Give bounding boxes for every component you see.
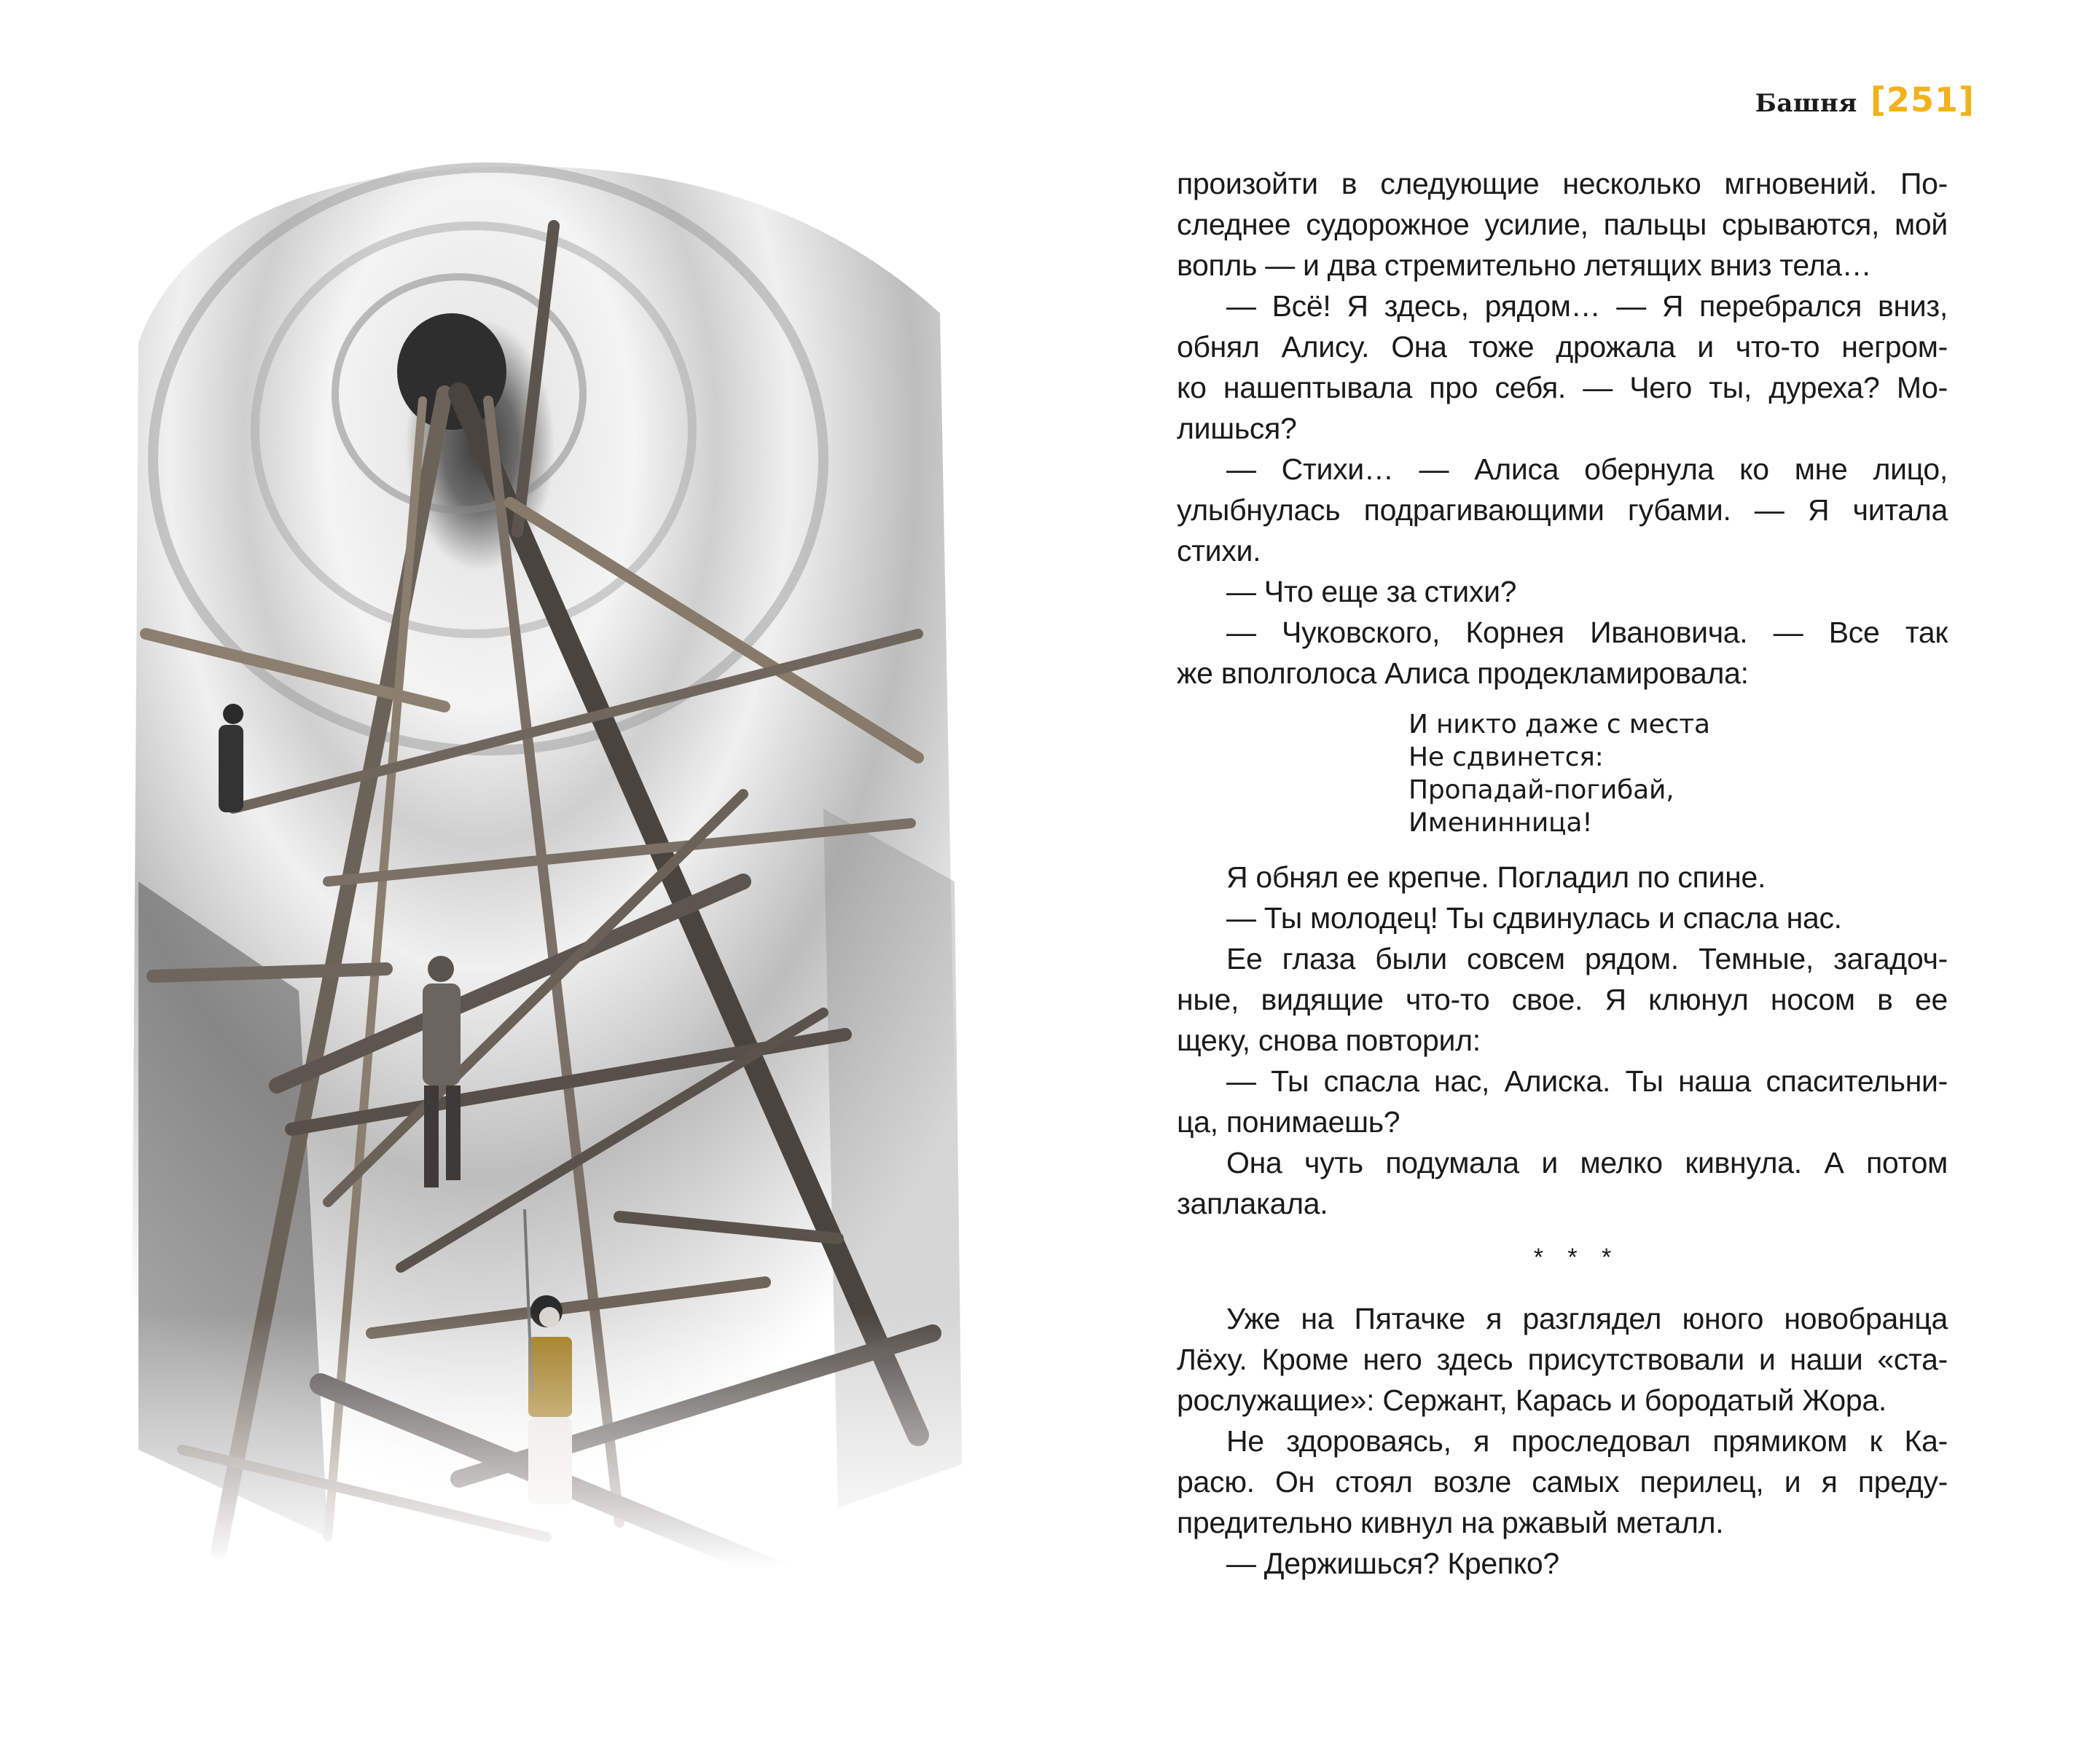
text-line: обнял Алису. Она тоже дрожала и что-то негром-	[1177, 330, 1948, 364]
text-line: ные, видящие что-то свое. Я клюнул носом в ее	[1177, 983, 1948, 1016]
text-line: — Ты спасла нас, Алиска. Ты наша спасительни-	[1226, 1064, 1948, 1098]
poem-line: И никто даже с места	[1409, 710, 1710, 739]
text-column	[1177, 163, 1948, 1584]
text-line: Не здороваясь, я проследовал прямиком к Ка-	[1226, 1424, 1948, 1458]
text-line: Лёху. Кроме него здесь присутствовали и наши «ста-	[1177, 1343, 1948, 1376]
text-line: расю. Он стоял возле самых перилец, и я преду-	[1177, 1465, 1948, 1499]
text-line: ко нашептывала про себя. — Чего ты, дуреха? Мо-	[1177, 371, 1948, 404]
poem-line: Не сдвинется:	[1409, 742, 1604, 772]
poem-line: Пропадай-погибай,	[1409, 775, 1674, 805]
text-line: улыбнулась подрагивающими губами. — Я читала	[1177, 493, 1948, 527]
text-line: заплакала.	[1177, 1187, 1328, 1220]
text-line: Уже на Пятачке я разглядел юного новобранца	[1226, 1302, 1948, 1335]
text-block-1	[1177, 163, 1948, 694]
text-line: Она чуть подумала и мелко кивнула. А потом	[1226, 1146, 1948, 1179]
text-line: рослужащие»: Сержант, Карась и бородатый Жора.	[1177, 1383, 1887, 1417]
text-line: произойти в следующие несколько мгновений. По-	[1177, 167, 1948, 200]
text-line: Ее глаза были совсем рядом. Темные, загадоч-	[1226, 942, 1948, 975]
text-line: стихи.	[1177, 534, 1261, 568]
text-line: — Что еще за стихи?	[1226, 575, 1517, 608]
bottom-fade	[109, 153, 976, 1566]
text-line: ца, понимаешь?	[1177, 1105, 1400, 1139]
illustration-tower-scaffold	[109, 153, 976, 1566]
text-line: — Чуковского, Корнея Ивановича. — Все так	[1226, 616, 1948, 649]
text-line: лишься?	[1177, 412, 1297, 445]
section-separator: * * *	[1533, 1244, 1621, 1271]
running-header	[1755, 80, 1975, 119]
poem-line: Именинница!	[1409, 808, 1593, 838]
text-line: предительно кивнул на ржавый металл.	[1177, 1506, 1724, 1539]
page-number: [251]	[1870, 80, 1975, 119]
text-line: — Всё! Я здесь, рядом… — Я перебрался вниз,	[1226, 289, 1948, 323]
text-line: же вполголоса Алиса продекламировала:	[1177, 656, 1749, 690]
poem-quote	[1177, 708, 1948, 839]
text-line: вопль — и два стремительно летящих вниз тела…	[1177, 248, 1872, 282]
text-line: — Держишься? Крепко?	[1226, 1547, 1559, 1580]
text-block-3	[1177, 1298, 1948, 1584]
text-line: — Ты молодец! Ты сдвинулась и спасла нас.	[1226, 901, 1842, 935]
text-line: — Стихи… — Алиса обернула ко мне лицо,	[1226, 452, 1948, 486]
text-line: следнее судорожное усилие, пальцы срываются, мой	[1177, 208, 1948, 241]
text-block-2	[1177, 857, 1948, 1224]
illustration-drawing	[109, 153, 976, 1566]
text-line: Я обнял ее крепче. Погладил по спине.	[1226, 860, 1766, 894]
text-line: щеку, снова повторил:	[1177, 1024, 1481, 1057]
chapter-title: Башня	[1755, 89, 1857, 118]
